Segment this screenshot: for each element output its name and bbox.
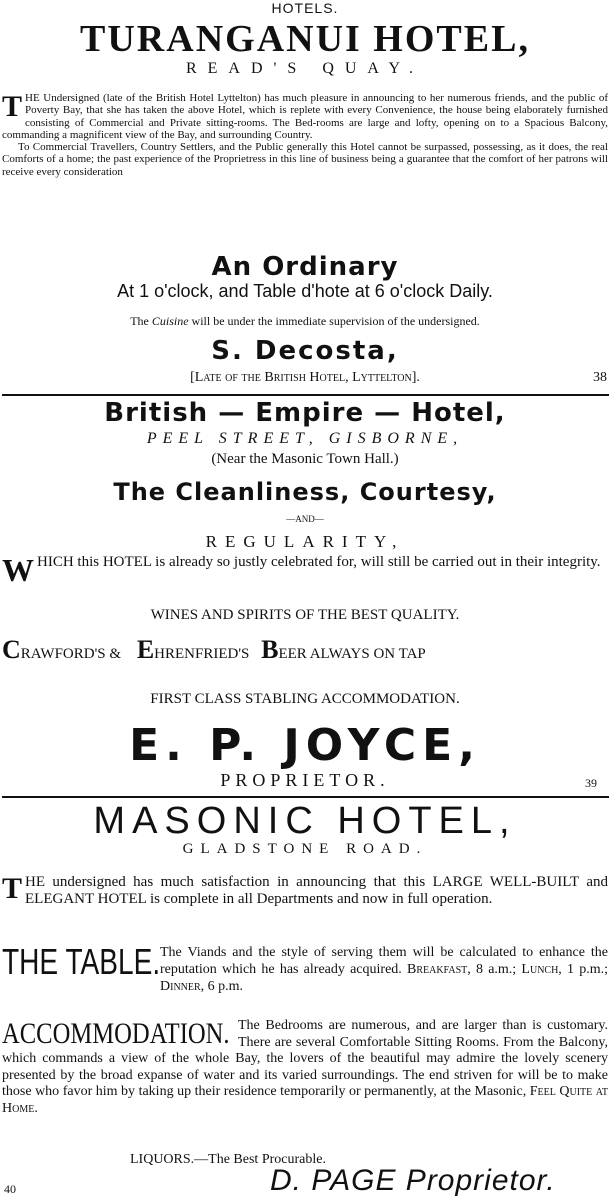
ad-number: 39 — [585, 776, 597, 790]
divider — [2, 394, 609, 396]
regularity: REGULARITY, — [205, 532, 405, 551]
gladstone-road: GLADSTONE ROAD. — [182, 841, 428, 857]
reads-quay-subtitle: READ'S QUAY. — [185, 60, 425, 77]
accommodation-heading: ACCOMMODATION. — [2, 1017, 230, 1050]
stabling-line: FIRST CLASS STABLING ACCOMMODATION. — [150, 691, 460, 707]
divider — [2, 796, 609, 798]
ad-number: 38 — [593, 370, 607, 385]
turanganui-body — [2, 92, 608, 178]
proprietor-role: PROPRIETOR. — [220, 770, 390, 790]
liquors-line: LIQUORS.—The Best Procurable. — [130, 1152, 326, 1167]
turanganui-para1: HE Undersigned (late of the British Hotel Lyttelton) has much pleasure in announcing to her numerous friends, and the public of Poverty Bay, that she has taken the above Hotel, which is replete with every Convenience, the house being elaborately furnished consisting of Commercial and Private sitting-rooms. The Bed-rooms are large and lofty, opening on to a Spacious Balcony, commanding a magnificent view of the Bay, and surrounding Country. — [2, 92, 608, 141]
masonic-title: MASONIC HOTEL, — [93, 800, 517, 842]
ad-number: 40 — [4, 1182, 16, 1196]
joyce-name: E. P. JOYCE, — [129, 720, 481, 771]
and-separator: —AND— — [286, 514, 324, 524]
dropcap: T — [2, 90, 23, 123]
cleanliness-headline: The Cleanliness, Courtesy, — [113, 478, 497, 506]
signature: D. PAGE Proprietor. — [270, 1164, 556, 1197]
beer-line: CRAWFORD'S & EHRENFRIED'S BEER ALWAYS ON TAP — [2, 635, 426, 664]
turanganui-para2: To Commercial Travellers, Country Settlers, and the Public generally this Hotel cannot be surpassed, possessing, as it does, the real Comforts of a home; the past experience of the Proprietress in this line of business being a guarantee that the comfort of her patrons will receive every consideration — [2, 141, 608, 178]
meal-times: At 1 o'clock, and Table d'hote at 6 o'clock Daily. — [117, 281, 493, 301]
cuisine-note: The Cuisine will be under the immediate supervision of the undersigned. — [130, 314, 480, 328]
near-masonic: (Near the Masonic Town Hall.) — [211, 451, 399, 467]
table-section: THE TABLE. The Viands and the style of serving them will be calculated to enhance the reputation which he has already acquired. Breakfast, 8 a.m.; Lunch, 1 p.m.; Dinner, 6 p.m. — [2, 941, 609, 994]
which-paragraph: WHICH this HOTEL is already so justly celebrated for, will still be carried out in their integrity. — [2, 552, 601, 588]
late-note: [Late of the British Hotel, Lyttelton]. — [190, 370, 420, 385]
british-empire-title: British — Empire — Hotel, — [104, 398, 506, 428]
masonic-intro: THE undersigned has much satisfaction in announcing that this LARGE WELL-BUILT and ELEGANT HOTEL is complete in all Departments and now in full operation. — [2, 872, 608, 907]
accommodation-section: ACCOMMODATION. The Bedrooms are numerous, and are larger than is customary. There are several Comfortable Sitting Rooms. From the Balcony, which commands a view of the whole Bay, the lovers of the beautiful may admire the lovely scenery presented by the broad expanse of water and its varied surroundings. The end striven for will be to make those who favor him by taking up their residence temporarily or permanently, at the Masonic, Feel Quite at Home. — [2, 1017, 609, 1116]
proprietor-name: S. Decosta, — [211, 336, 399, 366]
turanganui-title: TURANGANUI HOTEL, — [80, 18, 530, 60]
dropcap: T — [2, 872, 23, 905]
table-heading: THE TABLE. — [2, 941, 161, 982]
wines-line: WINES AND SPIRITS OF THE BEST QUALITY. — [150, 607, 460, 623]
ordinary-heading: An Ordinary — [211, 252, 399, 282]
peel-street: PEEL STREET, GISBORNE, — [146, 430, 464, 447]
section-header: HOTELS. — [271, 0, 339, 16]
dropcap: W — [2, 552, 34, 588]
